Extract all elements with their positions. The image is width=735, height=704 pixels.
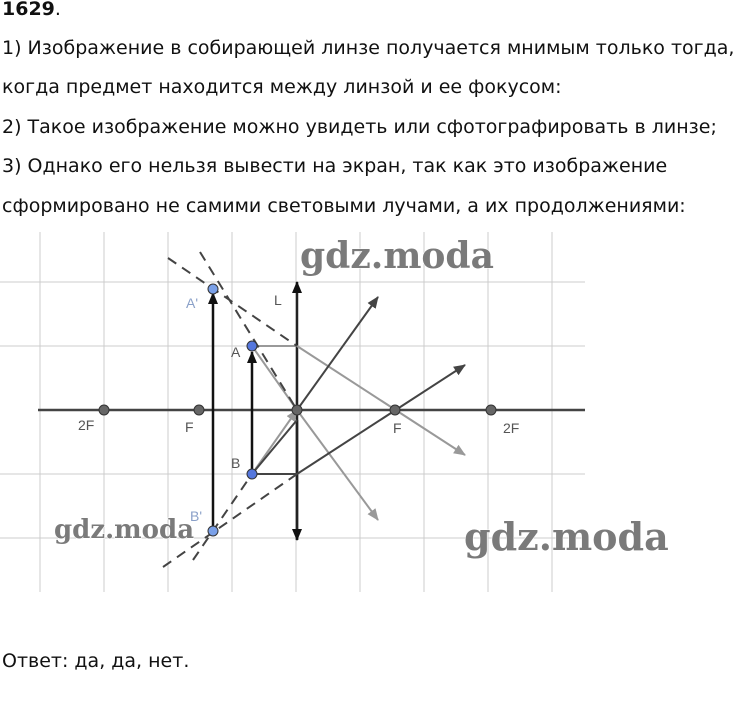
problem-number: 1629. (2, 0, 61, 20)
point-b-prime (208, 526, 218, 536)
watermark-top: gdz.moda (300, 235, 494, 277)
point-a (247, 341, 257, 351)
point-right-f (390, 405, 400, 415)
point-right-2f (486, 405, 496, 415)
label-b: B (231, 455, 241, 471)
point-left-f (194, 405, 204, 415)
point-b (247, 469, 257, 479)
point-a-prime (208, 284, 218, 294)
point-lens-center (292, 405, 302, 415)
text-line-5: сформировано не самими световыми лучами, а их продолжениями: (2, 195, 686, 217)
label-b-prime: B' (190, 508, 203, 524)
answer: Ответ: да, да, нет. (2, 650, 190, 672)
watermark-right: gdz.moda (464, 514, 669, 559)
label-a-prime: A' (186, 295, 199, 311)
text-line-3: 2) Такое изображение можно увидеть или сфотографировать в линзе; (2, 116, 717, 138)
text-line-4: 3) Однако его нельзя вывести на экран, так как это изображение (2, 155, 668, 177)
watermark-left: gdz.moda (54, 515, 195, 545)
text-line-2: когда предмет находится между линзой и ее фокусом: (2, 76, 562, 98)
text-line-1: 1) Изображение в собирающей линзе получается мнимым только тогда, (2, 37, 735, 59)
label-left-f: F (185, 419, 194, 435)
lens-label: L (274, 292, 282, 308)
point-left-2f (99, 405, 109, 415)
label-right-2f: 2F (503, 420, 520, 436)
label-left-2f: 2F (78, 417, 95, 433)
label-right-f: F (393, 420, 402, 436)
label-a: A (231, 344, 241, 360)
